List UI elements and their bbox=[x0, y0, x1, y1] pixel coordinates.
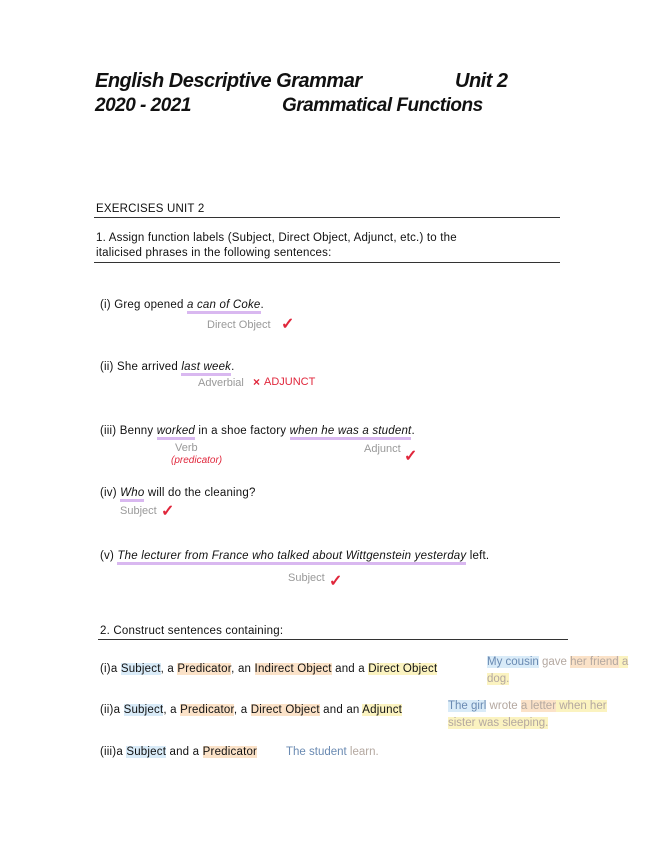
course-title: English Descriptive Grammar bbox=[95, 70, 362, 92]
ex1-answer-4: Subject bbox=[120, 505, 157, 517]
ex1-item-2: (ii) She arrived last week. bbox=[100, 361, 235, 373]
ex1-answer-3b: Adjunct bbox=[364, 443, 401, 455]
predicator-highlight: Predicator bbox=[202, 746, 258, 758]
indirect-object-highlight: Indirect Object bbox=[254, 663, 332, 675]
section-title: EXERCISES UNIT 2 bbox=[96, 203, 205, 215]
italic-phrase: worked bbox=[157, 425, 195, 440]
adjunct-highlight: Adjunct bbox=[362, 704, 403, 716]
ex1-instruction-1: 1. Assign function labels (Subject, Direct Object, Adjunct, etc.) to the bbox=[96, 232, 457, 244]
italic-phrase: last week bbox=[181, 361, 231, 376]
italic-phrase: The lecturer from France who talked about Wittgenstein yesterday bbox=[117, 550, 466, 565]
subject-highlight: Subject bbox=[123, 704, 164, 716]
ex2-answer-3: The student learn. bbox=[286, 746, 379, 758]
check-mark: ✓ bbox=[161, 503, 175, 520]
ex1-answer-1: Direct Object bbox=[207, 319, 271, 331]
ex1-rule bbox=[94, 262, 560, 263]
italic-phrase: a can of Coke bbox=[187, 299, 261, 314]
cross-mark: × bbox=[253, 375, 261, 389]
direct-object-highlight: Direct Object bbox=[368, 663, 438, 675]
ex1-item-5: (v) The lecturer from France who talked about Wittgenstein yesterday left. bbox=[100, 550, 489, 562]
ex1-item-1: (i) Greg opened a can of Coke. bbox=[100, 299, 264, 311]
unit-label: Unit 2 bbox=[455, 70, 508, 92]
check-mark: ✓ bbox=[404, 448, 418, 465]
topic-label: Grammatical Functions bbox=[282, 95, 483, 116]
ex1-answer-5: Subject bbox=[288, 572, 325, 584]
ex2-item-3: (iii)a Subject and a Predicator bbox=[100, 746, 258, 758]
predicator-highlight: Predicator bbox=[180, 704, 234, 716]
ex1-answer-3a: Verb bbox=[175, 442, 198, 454]
ex1-item-3: (iii) Benny worked in a shoe factory when he was a student. bbox=[100, 425, 415, 437]
subject-highlight: Subject bbox=[126, 746, 167, 758]
ex1-answer-2: Adverbial bbox=[198, 377, 244, 389]
predicator-highlight: Predicator bbox=[177, 663, 232, 675]
correction-note: ADJUNCT bbox=[264, 376, 316, 388]
ex1-item-4: (iv) Who will do the cleaning? bbox=[100, 487, 256, 499]
ex2-item-2: (ii)a Subject, a Predicator, a Direct Object and an Adjunct bbox=[100, 704, 403, 716]
ex2-instruction: 2. Construct sentences containing: bbox=[100, 625, 284, 637]
ex2-answer-1-line2: dog. bbox=[487, 673, 510, 685]
italic-phrase-2: when he was a student bbox=[290, 425, 412, 440]
ex2-answer-2-line1: The girl wrote a letter when her bbox=[448, 700, 607, 712]
ex2-item-1: (i)a Subject, a Predicator, an Indirect Object and a Direct Object bbox=[100, 663, 438, 675]
italic-phrase: Who bbox=[120, 487, 144, 502]
check-mark: ✓ bbox=[329, 573, 343, 590]
direct-object-highlight: Direct Object bbox=[250, 704, 320, 716]
ex2-answer-2-line2: sister was sleeping. bbox=[448, 717, 549, 729]
check-mark: ✓ bbox=[281, 316, 295, 333]
ex2-rule bbox=[98, 639, 568, 640]
predicator-note: (predicator) bbox=[171, 455, 223, 466]
section-rule bbox=[94, 217, 560, 218]
year-label: 2020 - 2021 bbox=[95, 95, 191, 116]
ex1-instruction-2: italicised phrases in the following sentences: bbox=[96, 247, 332, 259]
subject-highlight: Subject bbox=[120, 663, 161, 675]
ex2-answer-1-line1: My cousin gave her friend a bbox=[487, 656, 629, 668]
